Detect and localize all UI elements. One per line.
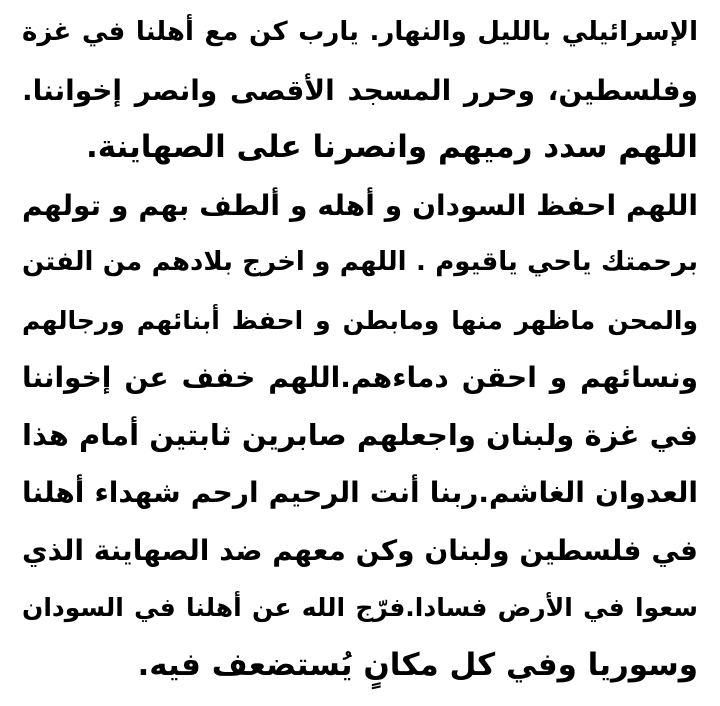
text-line-8: في غزة ولبنان واجعلهم صابرين ثابتين أمام هذا	[22, 417, 698, 452]
text-line-1: الإسرائيلي بالليل والنهار. يارب كن مع أهلنا في غزة	[22, 17, 698, 47]
text-line-10: في فلسطين ولبنان وكن معهم ضد الصهاينة الذي	[22, 533, 698, 567]
text-line-9: العدوان الغاشم.ربنا أنت الرحيم ارحم شهداء أهلنا	[22, 476, 698, 509]
text-line-6: والمحن ماظهر منها ومابطن و احفظ أبنائهم ورجالهم	[22, 305, 698, 335]
text-line-2: وفلسطين، وحرر المسجد الأقصى وانصر إخواننا.	[22, 73, 698, 107]
text-line-4: اللهم احفظ السودان و أهله و ألطف بهم و تولهم	[22, 188, 698, 222]
text-line-12: وسوريا وفي كل مكانٍ يُستضعف فيه.	[137, 646, 698, 683]
text-line-11: سعوا في الأرض فسادا.فرّج الله عن أهلنا في السودان	[22, 593, 698, 622]
text-line-5: برحمتك ياحي ياقيوم . اللهم و اخرج بلادهم من الفتن	[22, 247, 698, 277]
text-line-7: ونسائهم و احقن دماءهم.اللهم خفف عن إخواننا	[22, 361, 698, 394]
text-line-3: اللهم سدد رميهم وانصرنا على الصهاينة.	[85, 129, 698, 165]
prayer-text	[22, 4, 698, 694]
